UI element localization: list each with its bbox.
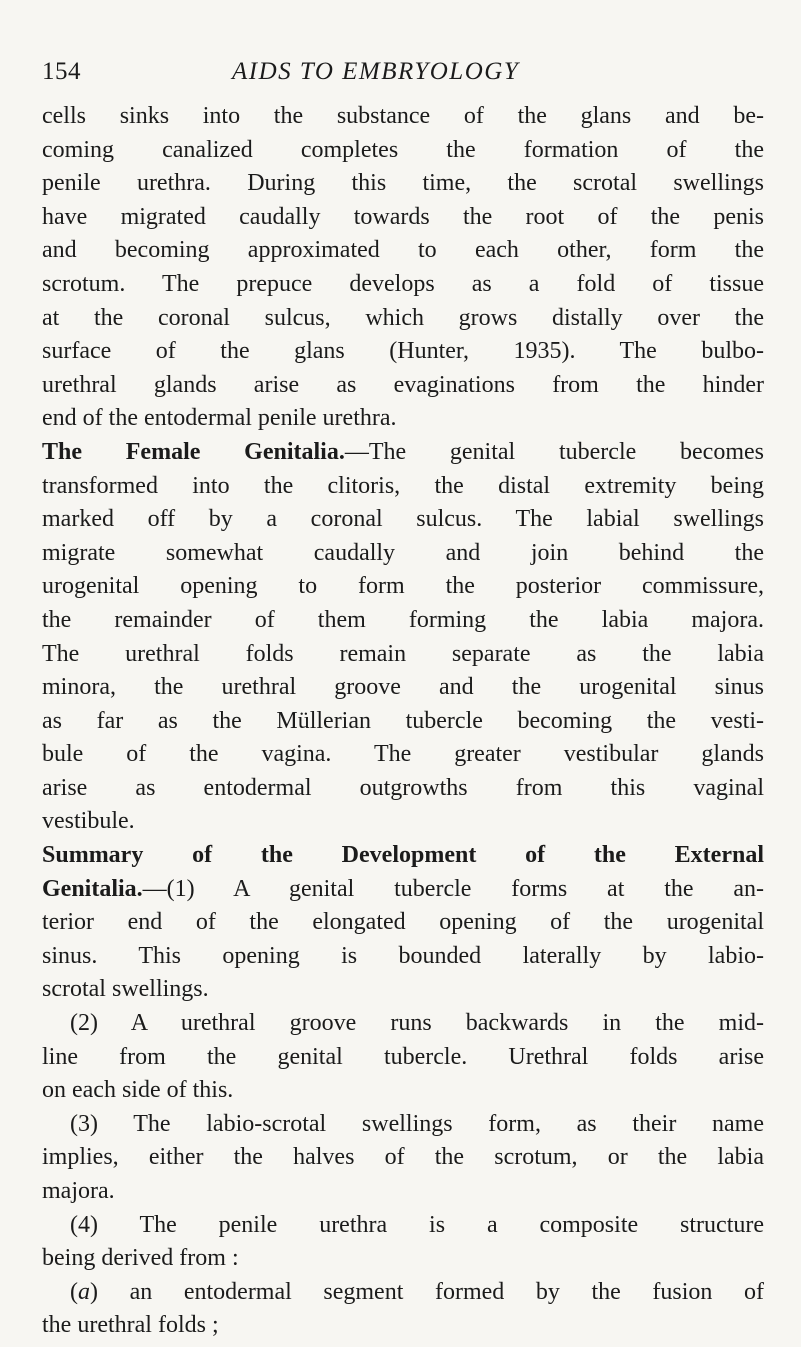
text-line	[42, 1007, 764, 1041]
text-line	[42, 1209, 764, 1243]
running-head: AIDS TO EMBRYOLOGY	[232, 58, 520, 85]
text-segment: —The genital tubercle becomes	[344, 438, 764, 465]
text-segment: on each side of this.	[42, 1077, 234, 1104]
bold-heading-text: Summary of the Development of the External	[42, 842, 764, 869]
text-segment: terior end of the elongated opening of the urogenital	[42, 909, 764, 936]
bold-heading-text: The Female Genitalia.	[42, 438, 345, 465]
text-segment: at the coronal sulcus, which grows distally over the	[42, 304, 764, 331]
text-line	[42, 1309, 764, 1343]
text-line	[42, 1175, 764, 1209]
text-line	[42, 1074, 764, 1108]
text-segment: majora.	[42, 1178, 115, 1204]
text-line	[42, 537, 764, 571]
text-line	[42, 638, 764, 672]
text-segment: sinus. This opening is bounded laterally by labio-	[42, 942, 764, 969]
text-segment: (4) The penile urethra is a composite structure	[70, 1211, 764, 1238]
text-line	[42, 906, 764, 940]
text-segment: coming canalized completes the formation of the	[42, 136, 764, 163]
text-segment: marked off by a coronal sulcus. The labial swellings	[42, 506, 764, 533]
page-header	[42, 58, 761, 98]
text-segment: minora, the urethral groove and the urogenital sinus	[42, 674, 764, 701]
text-segment: a	[78, 1278, 90, 1305]
text-line	[42, 369, 764, 403]
text-segment: line from the genital tubercle. Urethral folds arise	[42, 1043, 764, 1070]
text-line	[42, 335, 764, 369]
text-segment: and becoming approximated to each other, form the	[42, 237, 764, 264]
text-segment: (3) The labio-scrotal swellings form, as their name	[70, 1110, 764, 1137]
text-line	[42, 738, 764, 772]
text-line	[42, 873, 764, 907]
text-line	[42, 604, 764, 638]
text-segment: implies, either the halves of the scrotum, or the labia	[42, 1144, 764, 1171]
text-line	[42, 705, 764, 739]
text-segment: (	[70, 1278, 78, 1305]
text-line	[42, 570, 764, 604]
text-line	[42, 402, 764, 436]
text-segment: end of the entodermal penile urethra.	[42, 405, 397, 432]
text-line	[42, 1242, 764, 1276]
text-segment: scrotal swellings.	[42, 976, 209, 1003]
text-segment: migrate somewhat caudally and join behind the	[42, 539, 764, 566]
text-line	[42, 302, 764, 336]
text-segment: (2) A urethral groove runs backwards in the mid-	[70, 1010, 764, 1037]
text-segment: vestibule.	[42, 808, 135, 835]
text-line	[42, 671, 764, 705]
text-segment: scrotum. The prepuce develops as a fold of tissue	[42, 270, 764, 297]
text-segment: cells sinks into the substance of the glans and be-	[42, 103, 764, 129]
text-line	[42, 268, 764, 302]
text-segment: being derived from :	[42, 1245, 239, 1272]
text-line	[42, 839, 764, 873]
text-line	[42, 470, 764, 504]
text-line	[42, 940, 764, 974]
text-segment: ) an entodermal segment formed by the fusion of	[90, 1278, 764, 1305]
text-segment: urogenital opening to form the posterior commissure,	[42, 573, 764, 600]
text-line	[42, 503, 764, 537]
text-segment: bule of the vagina. The greater vestibular glands	[42, 741, 764, 768]
text-line	[42, 1041, 764, 1075]
text-segment: —(1) A genital tubercle forms at the an-	[142, 875, 764, 902]
text-segment: arise as entodermal outgrowths from this vaginal	[42, 774, 764, 801]
text-line	[42, 805, 764, 839]
body-text	[42, 100, 764, 1343]
text-line	[42, 234, 764, 268]
text-segment: the remainder of them forming the labia majora.	[42, 606, 764, 633]
text-segment: the urethral folds ;	[42, 1312, 219, 1339]
text-line	[42, 1141, 764, 1175]
text-segment: transformed into the clitoris, the distal extremity being	[42, 472, 764, 499]
text-line	[42, 772, 764, 806]
page-number: 154	[42, 58, 81, 85]
text-segment: surface of the glans (Hunter, 1935). The bulbo-	[42, 338, 764, 365]
text-line	[42, 1108, 764, 1142]
text-line	[42, 1276, 764, 1310]
text-line	[42, 201, 764, 235]
text-line	[42, 436, 764, 470]
text-segment: urethral glands arise as evaginations from the hinder	[42, 371, 764, 398]
text-line	[42, 167, 764, 201]
text-line	[42, 100, 764, 134]
bold-heading-text: Genitalia.	[42, 875, 143, 902]
text-segment: have migrated caudally towards the root of the penis	[42, 203, 764, 230]
text-segment: as far as the Müllerian tubercle becoming the vesti-	[42, 707, 764, 734]
text-line	[42, 134, 764, 168]
text-line	[42, 973, 764, 1007]
text-segment: penile urethra. During this time, the scrotal swellings	[42, 170, 764, 197]
text-segment: The urethral folds remain separate as the labia	[42, 640, 764, 667]
